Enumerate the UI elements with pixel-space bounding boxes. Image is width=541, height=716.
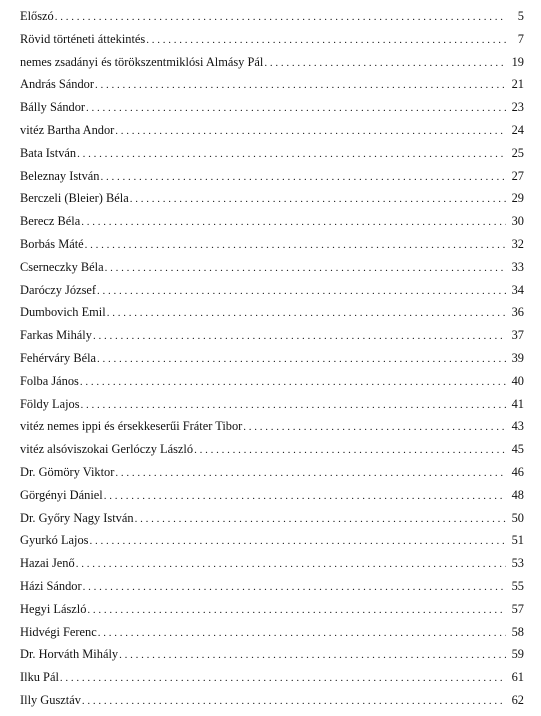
dot-leader [81, 399, 506, 411]
toc-entry [20, 602, 524, 625]
dot-leader [135, 513, 506, 525]
toc-entry-title: Házi Sándor [20, 578, 82, 593]
toc-entry [20, 647, 524, 670]
toc-entry-title: Borbás Máté [20, 236, 84, 251]
dot-leader [83, 581, 506, 593]
toc-entry-title: Berczeli (Bleier) Béla [20, 191, 129, 206]
toc-entry-title: vitéz Bartha Andor [20, 122, 115, 137]
dot-leader [243, 421, 506, 433]
toc-entry-title: Előszó [20, 9, 54, 23]
toc-entry [20, 488, 524, 511]
toc-entry [20, 693, 524, 716]
dot-leader [76, 558, 506, 570]
dot-leader [264, 57, 506, 69]
toc-entry-page-number: 55 [511, 578, 524, 593]
toc-entry-page-number: 39 [511, 350, 524, 365]
toc-entry-page-number: 30 [511, 214, 524, 229]
toc-entry-page-number: 50 [511, 510, 524, 525]
toc-entry [20, 419, 524, 442]
dot-leader [89, 535, 506, 547]
toc-entry-title: Daróczy József [20, 282, 97, 297]
toc-entry [20, 146, 524, 169]
toc-entry-page-number: 37 [511, 328, 524, 343]
toc-entry-title: vitéz alsóviszokai Gerlóczy László [20, 442, 194, 457]
toc-entry-title: Dr. Horváth Mihály [20, 647, 119, 662]
table-of-contents [20, 9, 524, 716]
toc-entry [20, 283, 524, 306]
toc-entry-page-number: 21 [511, 77, 524, 92]
toc-entry [20, 32, 524, 55]
toc-entry [20, 442, 524, 465]
toc-entry-title: Hidvégi Ferenc [20, 624, 97, 639]
toc-entry [20, 9, 524, 32]
dot-leader [104, 490, 506, 502]
toc-entry [20, 305, 524, 328]
toc-entry-title: Görgényi Dániel [20, 487, 103, 502]
toc-entry [20, 237, 524, 260]
toc-entry-title: András Sándor [20, 77, 94, 92]
dot-leader [119, 649, 506, 661]
toc-entry-title: Folba János [20, 373, 79, 388]
toc-entry-page-number: 7 [517, 31, 524, 46]
toc-entry-page-number: 23 [511, 100, 524, 115]
toc-entry-page-number: 59 [511, 647, 524, 662]
dot-leader [87, 604, 506, 616]
toc-entry [20, 214, 524, 237]
dot-leader [86, 102, 506, 114]
dot-leader [93, 330, 506, 342]
toc-entry-page-number: 51 [511, 533, 524, 548]
toc-entry-title: Farkas Mihály [20, 328, 92, 343]
toc-entry-page-number: 19 [511, 54, 524, 69]
toc-entry [20, 351, 524, 374]
toc-entry-page-number: 48 [511, 487, 524, 502]
dot-leader [97, 285, 506, 297]
toc-entry-page-number: 25 [511, 145, 524, 160]
dot-leader [130, 193, 506, 205]
dot-leader [100, 171, 506, 183]
toc-entry [20, 374, 524, 397]
toc-entry-page-number: 53 [511, 556, 524, 571]
toc-entry [20, 123, 524, 146]
toc-entry-title: Dr. Győry Nagy István [20, 510, 134, 525]
toc-entry [20, 169, 524, 192]
toc-entry [20, 55, 524, 78]
dot-leader [81, 216, 506, 228]
toc-entry-title: Beleznay István [20, 168, 100, 183]
toc-entry-title: Bálly Sándor [20, 100, 86, 115]
toc-entry [20, 556, 524, 579]
toc-entry-page-number: 40 [511, 373, 524, 388]
toc-entry [20, 260, 524, 283]
dot-leader [98, 627, 506, 639]
toc-entry [20, 191, 524, 214]
toc-entry [20, 77, 524, 100]
toc-entry [20, 579, 524, 602]
toc-entry-title: vitéz nemes ippi és érsekkeserűi Fráter Tibor [20, 419, 243, 434]
toc-entry-page-number: 36 [511, 305, 524, 320]
toc-entry-page-number: 32 [511, 236, 524, 251]
dot-leader [115, 467, 506, 479]
toc-entry [20, 100, 524, 123]
toc-entry [20, 625, 524, 648]
toc-entry-title: Dr. Gömöry Viktor [20, 464, 115, 479]
toc-entry-page-number: 34 [511, 282, 524, 297]
toc-entry-title: Földy Lajos [20, 396, 80, 411]
toc-entry-title: Illy Gusztáv [20, 692, 81, 707]
dot-leader [107, 307, 506, 319]
toc-entry-page-number: 61 [511, 670, 524, 685]
toc-entry-title: nemes zsadányi és törökszentmiklósi Almásy Pál [20, 54, 264, 69]
toc-entry-page-number: 27 [511, 168, 524, 183]
toc-entry-page-number: 29 [511, 191, 524, 206]
toc-entry-title: Hazai Jenő [20, 556, 75, 571]
dot-leader [60, 672, 506, 684]
toc-entry [20, 670, 524, 693]
dot-leader [97, 353, 506, 365]
toc-entry-title: Hegyi László [20, 601, 87, 616]
dot-leader [55, 11, 506, 23]
toc-entry-page-number: 33 [511, 259, 524, 274]
dot-leader [194, 444, 506, 456]
toc-entry-title: Gyurkó Lajos [20, 533, 89, 548]
toc-entry-title: Fehérváry Béla [20, 350, 97, 365]
toc-entry-title: Ilku Pál [20, 670, 59, 685]
toc-entry [20, 511, 524, 534]
toc-entry [20, 328, 524, 351]
toc-entry-title: Bata István [20, 145, 77, 160]
toc-entry [20, 465, 524, 488]
dot-leader [85, 239, 506, 251]
toc-entry-page-number: 46 [511, 464, 524, 479]
toc-entry-page-number: 5 [517, 9, 524, 23]
toc-entry-title: Dumbovich Emil [20, 305, 106, 320]
toc-entry-page-number: 57 [511, 601, 524, 616]
toc-entry-page-number: 58 [511, 624, 524, 639]
dot-leader [77, 148, 506, 160]
dot-leader [95, 79, 506, 91]
toc-entry-title: Rövid történeti áttekintés [20, 31, 146, 46]
toc-entry-page-number: 62 [511, 692, 524, 707]
dot-leader [146, 34, 506, 46]
toc-entry-page-number: 24 [511, 122, 524, 137]
toc-entry [20, 397, 524, 420]
dot-leader [82, 695, 506, 707]
dot-leader [115, 125, 506, 137]
toc-entry [20, 533, 524, 556]
toc-entry-title: Cserneczky Béla [20, 259, 104, 274]
toc-entry-title: Berecz Béla [20, 214, 81, 229]
dot-leader [105, 262, 506, 274]
dot-leader [80, 376, 506, 388]
toc-entry-page-number: 45 [511, 442, 524, 457]
toc-entry-page-number: 41 [511, 396, 524, 411]
toc-entry-page-number: 43 [511, 419, 524, 434]
